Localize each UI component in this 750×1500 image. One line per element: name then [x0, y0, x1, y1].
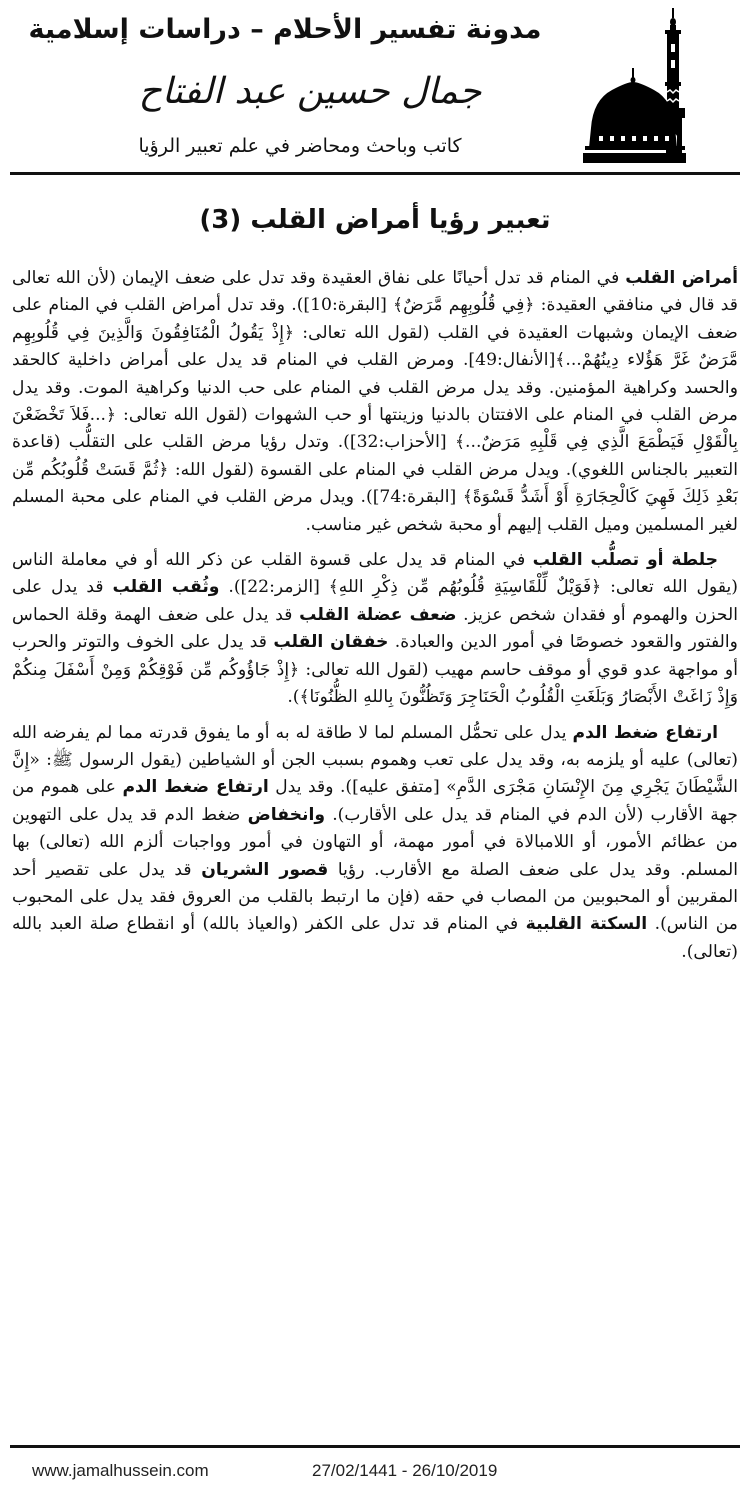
paragraph-heart-disease: [12, 265, 738, 539]
keyword-term: ارتفاع ضغط الدم: [122, 777, 269, 798]
paragraph-heart-conditions: [12, 547, 738, 711]
body-text: قد يدل على ضعف الهمة وقلة الحماس والفتور والقعود خصوصًا في أمور الدين والعبادة.: [12, 604, 738, 653]
keyword-term: ارتفاع ضغط الدم: [572, 722, 719, 743]
website-link[interactable]: www.jamalhussein.com: [32, 1461, 209, 1480]
body-text: قد يدل على الحزن والهموم أو فقدان شخص عزيز.: [12, 577, 738, 625]
keyword-term: أمراض القلب: [625, 268, 738, 288]
header-divider: [10, 172, 740, 175]
article-body: [12, 265, 738, 974]
body-text: في المنام قد تدل على الكفر (والعياذ بالله) أو انقطاع صلة العبد بالله (تعالى).: [12, 914, 738, 962]
keyword-term: جلطة أو تصلُّب القلب: [532, 550, 718, 571]
keyword-term: ضعف عضلة القلب: [299, 604, 457, 625]
keyword-term: وثُقب القلب: [112, 577, 220, 598]
publish-date: 27/02/1441 - 26/10/2019: [312, 1461, 498, 1480]
keyword-term: وانخفاض: [247, 804, 326, 825]
page-footer: [0, 1458, 750, 1488]
footer-divider: [10, 1445, 740, 1448]
body-text: يدل على تحمُّل المسلم لما لا طاقة له به أو ما يفوق قدرته مما لم يفرضه الله (تعالى) عليه أو يلزمه به، وقد يدل على تعب وهموم بسبب الجن أو الشياطين (يقول الرسول ﷺ: «إِنَّ الشَّيْطَانَ يَجْرِي مِنَ الإِنْسَانِ مَجْرَى الدَّمِ» [متفق عليه]). وقد يدل: [12, 722, 738, 798]
page-header: [0, 0, 750, 176]
body-text: قد يدل على الخوف والتوتر والحرب أو مواجهة عدو قوي أو موقف حاسم مهيب (لقول الله تعالى: ﴿إِذْ جَاؤُوكُم مِّن فَوْقِكُمْ وَمِنْ أَسْفَلَ مِنكُمْ وَإِذْ زَاغَتْ الأَبْصَارُ وَبَلَغَتِ الْقُلُوبُ الْحَنَاجِرَ وَتَظُنُّونَ بِاللهِ الظُّنُونَا﴾).: [12, 632, 738, 708]
body-text: قد يدل على تقصير أحد المقربين أو المحبوبين من المصاب في حقه (فإن ما ارتبط بالقلب من العروق فقد يدل على المحبوب من الناس).: [12, 859, 738, 935]
paragraph-blood-pressure: [12, 720, 738, 967]
body-text: ضغط الدم قد يدل على التهوين من عظائم الأمور، أو اللامبالاة في أمور مهمة، أو التهاون في أمور وواجبات ألزم الله (تعالى) بها المسلم. وقد يدل على ضعف الصلة مع الأقارب. رؤيا: [12, 804, 738, 880]
author-signature: جمال حسين عبد الفتاح: [138, 71, 482, 112]
body-text: على هموم من جهة الأقارب (لأن الدم في المنام قد يدل على الأقارب).: [12, 777, 738, 825]
keyword-term: خفقان القلب: [273, 632, 389, 653]
blog-title: مدونة تفسير الأحلام – دراسات إسلامية: [28, 14, 542, 45]
author-role: كاتب وباحث ومحاضر في علم تعبير الرؤيا: [138, 135, 462, 157]
keyword-term: السكتة القلبية: [525, 914, 648, 935]
keyword-term: قصور الشريان: [201, 859, 329, 880]
body-text: في المنام قد تدل أحيانًا على نفاق العقيدة وقد تدل على ضعف الإيمان (لأن الله تعالى قد قال في منافقي العقيدة: ﴿فِي قُلُوبِهِم مَّرَضٌ﴾ [البقرة:10]). وقد تدل أمراض القلب في المنام على ضعف الإيمان وشبهات العقيدة في القلب (لقول الله تعالى: ﴿إِذْ يَقُولُ الْمُنَافِقُونَ وَالَّذِينَ فِي قُلُوبِهِم مَّرَضٌ غَرَّ هَؤُلاء دِينُهُمْ...﴾[الأنفال:49]. ومرض القلب في المنام قد يدل على أمراض داخلية كالحقد والحسد وكراهية المؤمنين. وقد يدل مرض القلب في المنام على حب الدنيا وكراهية الموت. وقد يدل مرض القلب في المنام على الافتتان بالدنيا وزينتها أو حب الشهوات (لقول الله تعالى: ﴿...فَلاَ تَخْضَعْنَ بِالْقَوْلِ فَيَطْمَعَ الَّذِي فِي قَلْبِهِ مَرَضٌ...﴾ [الأحزاب:32]). وتدل رؤيا مرض القلب على التقلُّب (قاعدة التعبير بالجناس اللغوي). ويدل مرض القلب في المنام على القسوة (لقول الله: ﴿ثُمَّ قَسَتْ قُلُوبُكُم مِّن بَعْدِ ذَلِكَ فَهِيَ كَالْحِجَارَةِ أَوْ أَشَدُّ قَسْوَةً﴾ [البقرة:74]). ويدل مرض القلب في المنام على محبة المسلم لغير المسلمين وميل القلب إليهم أو محبة شخص غير مناسب.: [12, 268, 739, 535]
article-title: تعبير رؤيا أمراض القلب (3): [199, 205, 551, 235]
body-text: في المنام قد يدل على قسوة القلب عن ذكر الله أو في معاملة الناس (يقول الله تعالى: ﴿فَوَيْلٌ لِّلْقَاسِيَةِ قُلُوبُهُم مِّن ذِكْرِ اللهِ﴾ [الزمر:22]).: [12, 550, 739, 598]
mosque-logo-icon: [577, 8, 707, 163]
